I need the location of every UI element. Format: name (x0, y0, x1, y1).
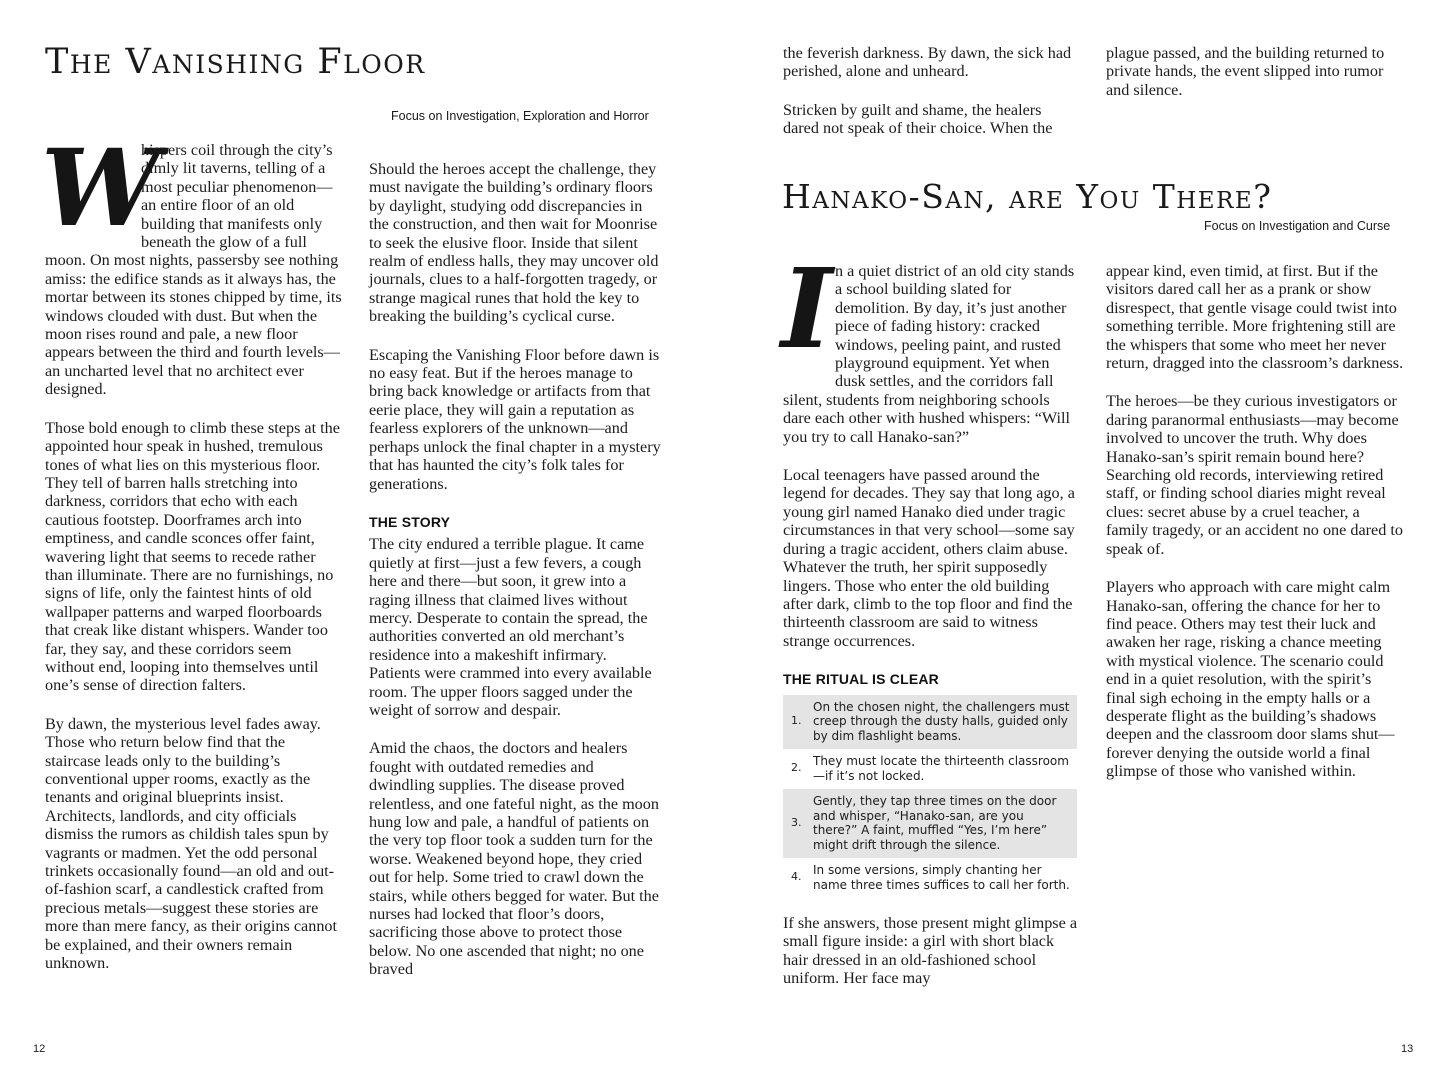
left-column-1 (41, 125, 343, 992)
paragraph: The heroes—be they curious investigators or daring paranormal enthusiasts—may become involved to uncover the truth. Why does Hanako-san’s spirit remain bound here? Searching old records, interviewing retired staff, or finding school diaries might reveal clues: secret abuse by a cruel teacher, a family tragedy, or an accident no one dared to speak of. (1106, 392, 1403, 558)
paragraph-intro: In a quiet district of an old city stands a school building slated for demolition. By day, it’s just another piece of fading history: cracked windows, peeling paint, and rusted playground equipment. Yet when dusk settles, and the corridors fall silent, students from neighboring schools dare each other with hushed whispers: “Will you try to call Hanako-san?” (781, 244, 1075, 446)
step-text: They must locate the thirteenth classroom—if it’s not locked. (813, 754, 1069, 783)
right-top-column-2 (1106, 44, 1404, 119)
paragraph: Players who approach with care might calm Hanako-san, offering the chance for her to find peace. Others may test their luck and awaken her rage, risking a chance meeting with mystical violence. The scenario could end in a quiet resolution, with the spirit’s final sigh echoing in the empty halls or a desperate flight as the building’s shadows deepen and the classroom door slams shut—forever denying the outside world a final glimpse of those who vanished within. (1106, 578, 1395, 781)
step-text: Gently, they tap three times on the door and whisper, “Hanako-san, are you there?” A faint, muffled “Yes, I’m here” might drift through the silence. (813, 794, 1057, 852)
subhead-the-story: THE STORY (369, 513, 451, 530)
paragraph: plague passed, and the building returned to private hands, the event slipped into rumor and silence. (1106, 44, 1385, 99)
step-number: 2. (791, 761, 802, 775)
paragraph: Local teenagers have passed around the legend for decades. They say that long ago, a young girl named Hanako died under tragic circumstances in that very school—some say during a tragic accident, others claim abuse. Whatever the truth, her spirit supposedly lingers. Those who enter the old building after dark, climb to the top floor and find the thirteenth classroom are said to witness strange occurrences. (783, 466, 1075, 650)
right-top-column-1 (783, 44, 1078, 158)
page-number-right: 13 (1401, 1043, 1414, 1055)
left-column-2 (369, 160, 661, 999)
paragraph: Stricken by guilt and shame, the healers dared not speak of their choice. When the (783, 100, 1053, 138)
paragraph: appear kind, even timid, at first. But if the visitors dared call her as a prank or show disrespect, that gentle visage could twist into something terrible. More frightening still are the whispers that some who meet her never return, dragged into the classroom’s darkness. (1106, 262, 1404, 373)
paragraph-intro: W hispers coil through the city’s dimly lit taverns, telling of a most peculiar phenomenon—an entire floor of an old building that manifests only beneath the glow of a full moon. On most nights, passersby see nothing amiss: the edifice stands as it always has, the mortar between its stones chipped by time, its windows clouded with dust. But when the moon rises round and pale, a new floor appears between the third and fourth levels—an uncharted level that no architect ever designed. (41, 125, 342, 399)
step-text: On the chosen night, the challengers must creep through the dusty halls, guided only by dim flashlight beams. (813, 699, 1070, 743)
subhead-ritual: THE RITUAL IS CLEAR (783, 671, 939, 688)
paragraph: the feverish darkness. By dawn, the sick had perished, alone and unheard. (783, 44, 1072, 81)
focus-line-left: Focus on Investigation, Exploration and Horror (391, 109, 649, 123)
page-number-left: 12 (33, 1043, 46, 1055)
step-number: 1. (791, 714, 802, 728)
right-column-2 (1106, 262, 1404, 801)
paragraph: Escaping the Vanishing Floor before dawn is no easy feat. But if the heroes manage to bring back knowledge or artifacts from that eerie place, they will gain a reputation as fearless explorers of the unknown—and perhaps unlock the final chapter in a mystery that has haunted the city’s folk tales for generations. (369, 345, 661, 493)
step-text: In some versions, simply chanting her name three times suffices to call her forth. (813, 863, 1070, 892)
right-column-1 (781, 244, 1079, 1008)
paragraph: Should the heroes accept the challenge, they must navigate the building’s ordinary floors by daylight, studying odd discrepancies in the construction, and then wait for Moonrise to seek the elusive floor. Inside that silent realm of endless halls, they may uncover old journals, clues to a half-forgotten tragedy, or strange magical runes that hold the key to breaking the building’s cyclical curse. (369, 160, 659, 326)
page-title-vanishing-floor: The Vanishing Floor (45, 42, 426, 82)
paragraph: Those bold enough to climb these steps at the appointed hour speak in hushed, tremulous tones of what lies on this mysterious floor. They tell of barren halls stretching into darkness, corridors that echo with each cautious footstep. Doorframes arch into emptiness, and candle sconces offer faint, wavering light that seems to recede rather than illuminate. There are no furnishings, no signs of life, only the faintest hints of old wallpaper patterns and warped floorboards that creak like distant whispers. Wander too far, they say, and these corridors seem without end, looping into themselves until one’s sense of direction falters. (45, 418, 340, 695)
step-number: 4. (791, 870, 802, 884)
ritual-steps-list (783, 695, 1077, 899)
dropcap-w: W (41, 125, 161, 250)
list-item (783, 695, 1077, 750)
step-number: 3. (791, 815, 802, 829)
dropcap-i: I (781, 244, 833, 373)
list-item (783, 789, 1077, 858)
paragraph: Amid the chaos, the doctors and healers fought with outdated remedies and dwindling supplies. The disease proved relentless, and one fateful night, as the moon hung low and pale, a handful of patients on the very top floor took a sudden turn for the worse. Weakened beyond hope, they cried out for help. Some tried to crawl down the stairs, while others begged for water. But the nurses had locked that floor’s doors, sacrificing those above to protect those below. No one ascended that night; no one braved (369, 739, 659, 979)
paragraph: By dawn, the mysterious level fades away. Those who return below find that the staircase leads only to the building’s conventional upper rooms, exactly as the tenants and original blueprints insist. Architects, landlords, and city officials dismiss the rumors as childish tales spun by vagrants or madmen. Yet the odd personal trinkets occasionally found—an old and out-of-fashion scarf, a candlestick crafted from precious metals—suggest these stories are more than mere fancy, as their origins cannot be explained, and their owners remain unknown. (45, 714, 338, 973)
list-item (783, 858, 1077, 898)
paragraph: If she answers, those present might glimpse a small figure inside: a girl with short black hair dressed in an old-fashioned school uniform. Her face may (783, 914, 1078, 988)
list-item (783, 749, 1077, 789)
page-title-hanako-san: Hanako-San, are You There? (782, 177, 1273, 216)
paragraph: The city endured a terrible plague. It came quietly at first—just a few fevers, a cough here and there—but soon, it grew into a raging illness that claimed lives without mercy. Desperate to contain the spread, the authorities converted an old merchant’s residence into a makeshift infirmary. Patients were crammed into every available room. The upper floors sagged under the weight of sorrow and despair. (369, 535, 652, 719)
focus-line-right: Focus on Investigation and Curse (1204, 219, 1391, 233)
